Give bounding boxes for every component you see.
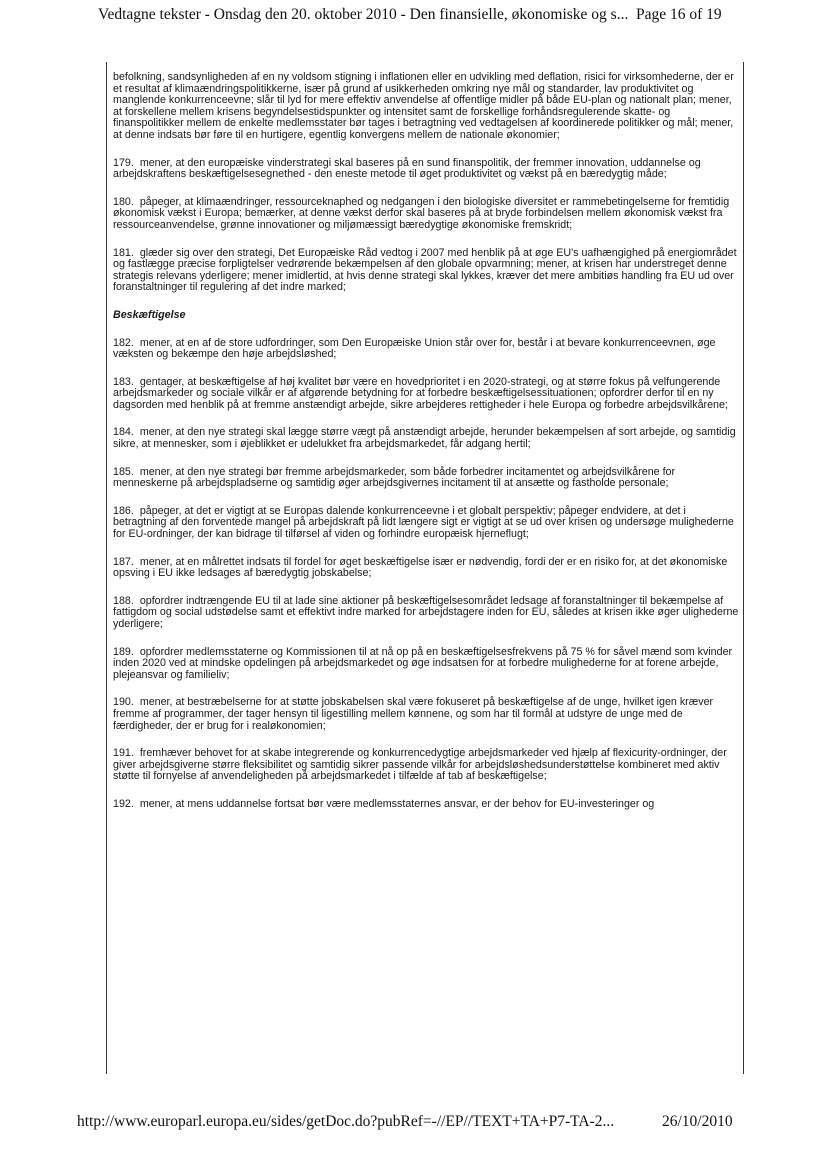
- paragraph-number: 188.: [113, 594, 134, 607]
- paragraph-number: 184.: [113, 426, 134, 439]
- paragraph-number: 190.: [113, 696, 134, 709]
- paragraph-number: 187.: [113, 555, 134, 568]
- paragraph-text: fremhæver behovet for at skabe integrerende og konkurrencedygtige arbejdsmarkeder ved hjælp af flexicurity-ordninger, der giver arbejdsgiverne større fleksibilitet og samtidig sikrer passende vilkår for arbejdsløshedsunderstøttelse kombineret med aktiv støtte til fornyelse af anvendeligheden på arbejdsmarkedet i tilfælde af tab af beskæftigelse;: [113, 747, 727, 783]
- numbered-paragraph: [113, 338, 739, 361]
- document-body: [106, 62, 744, 1074]
- paragraph-text: påpeger, at klimaændringer, ressourceknaphed og nedgangen i den biologiske diversitet er rammebetingelserne for fremtidig økonomisk vækst i Europa; bemærker, at denne vækst derfor skal baseres på at bryde forbindelsen mellem økonomisk vækst fra ressourceanvendelse, grønne innovationer og miljømæssigt bæredygtige økonomiske fremskridt;: [113, 195, 730, 231]
- numbered-paragraph: [113, 248, 739, 294]
- source-url[interactable]: http://www.europarl.europa.eu/sides/getDoc.do?pubRef=-//EP//TEXT+TA+P7-TA-2...: [77, 1113, 615, 1130]
- paragraph-number: 191.: [113, 747, 134, 760]
- paragraph-text: mener, at bestræbelserne for at støtte jobskabelsen skal være fokuseret på beskæftigelse af de unge, hvilket igen kræver fremme af programmer, der tager hensyn til ligestilling mellem kønnene, og som har til formål at udstyre de unge med de færdigheder, der er brug for i realøkonomien;: [113, 696, 714, 732]
- numbered-paragraph: [113, 427, 739, 450]
- paragraph-number: 182.: [113, 336, 134, 349]
- paragraph-text: påpeger, at det er vigtigt at se Europas dalende konkurrenceevne i et globalt perspektiv; påpeger endvidere, at det i betragtning af den forventede mangel på arbejdskraft på lidt længere sigt er vigtigt at se ud over krisen og undersøge mulighederne for EU-ordninger, der kan bidrage til tilførsel af viden og forhindre europæisk hjerneflugt;: [113, 504, 734, 541]
- paragraph-number: 179.: [113, 156, 134, 169]
- paragraph-number: 181.: [113, 246, 134, 259]
- paragraph-text: mener, at den europæiske vinderstrategi skal baseres på en sund finanspolitik, der fremmer innovation, uddannelse og arbejdskraftens beskæftigelsesegnethed - den eneste metode til øget produktivitet og vækst på en bæredygtig måde;: [113, 156, 701, 181]
- paragraph-text: mener, at den nye strategi skal lægge større vægt på anstændigt arbejde, herunder bekæmpelsen af sort arbejde, og samtidig sikre, at mennesker, som i øjeblikket er udelukket fra arbejdsmarkedet, får adgang hertil;: [113, 426, 736, 451]
- paragraph-text: gentager, at beskæftigelse af høj kvalitet bør være en hovedprioritet i en 2020-strategi, og at større fokus på velfungerende arbejdsmarkeder og sociale vilkår er af afgørende betydning for at forbedre beskæftigelsessituationen; opfordrer derfor til en ny dagsorden med henblik på at fremme anstændigt arbejde, sikre arbejderes rettigheder i hele Europa og forbedre arbejdsvilkårene;: [113, 375, 728, 411]
- paragraph-number: 183.: [113, 375, 134, 388]
- document-text: [113, 72, 739, 827]
- continued-paragraph: [113, 72, 739, 142]
- numbered-paragraph: [113, 557, 739, 580]
- numbered-paragraph: [113, 197, 739, 232]
- print-date: 26/10/2010: [662, 1113, 733, 1130]
- page-footer: [0, 1113, 825, 1137]
- document-title: Vedtagne tekster - Onsdag den 20. oktober 2010 - Den finansielle, økonomiske og s...: [98, 6, 629, 23]
- page-number: Page 16 of 19: [636, 6, 722, 23]
- numbered-paragraph: [113, 748, 739, 783]
- paragraph-number: 185.: [113, 465, 134, 478]
- numbered-paragraph: [113, 799, 739, 811]
- numbered-paragraph: [113, 506, 739, 541]
- page-header: [0, 6, 825, 32]
- paragraph-text: opfordrer indtrængende EU til at lade sine aktioner på beskæftigelsesområdet ledsage af foranstaltninger til bekæmpelse af fattigdom og social udstødelse samt et effektivt indre marked for arbejdstagere inden for EU, således at krisen ikke øger ulighederne yderligere;: [113, 594, 739, 630]
- numbered-paragraph: [113, 697, 739, 732]
- paragraph-number: 189.: [113, 645, 134, 658]
- numbered-paragraph: [113, 596, 739, 631]
- paragraph-text: glæder sig over den strategi, Det Europæiske Råd vedtog i 2007 med henblik på at øge EU's uafhængighed på energiområdet og fastlægge præcise forpligtelser vedrørende bekæmpelsen af den globale opvarmning; mener, at krisen har understreget denne strategis relevans yderligere; mener imidlertid, at hvis denne strategi skal lykkes, kræver det mere ambitiøs handling fra EU ud over foranstaltninger til regulering af det indre marked;: [113, 246, 737, 294]
- numbered-paragraph: [113, 158, 739, 181]
- paragraph-text: mener, at en målrettet indsats til fordel for øget beskæftigelse især er nødvendig, fordi der er en risiko for, at det økonomiske opsving i EU ikke ledsages af bæredygtig jobskabelse;: [113, 555, 728, 580]
- numbered-paragraph: [113, 467, 739, 490]
- paragraph-text: mener, at mens uddannelse fortsat bør være medlemsstaternes ansvar, er der behov for EU-investeringer og: [139, 797, 655, 810]
- paragraph-number: 192.: [113, 797, 134, 810]
- paragraph-text: befolkning, sandsynligheden af en ny voldsom stigning i inflationen eller en udvikling med deflation, risici for virksomhederne, der er et resultat af klimaændringspolitikkerne, især på grund af usikkerheden omkring nye mål og standarder, lav produktivitet og manglende konkurrenceevne; slår til lyd for mere effektiv anvendelse af offentlige midler på både EU-plan og nationalt plan; mener, at forskellene mellem krisens begyndelsestidspunkter og intensitet samt de forskellige forhåndsregulerende skatte- og finanspolitikker mellem de enkelte medlemsstater bør tages i betragtning ved vedtagelsen af koordinerede politikker og mål; mener, at denne indsats bør føre til en hurtigere, egentlig konvergens mellem de nationale økonomier;: [113, 71, 734, 141]
- paragraph-text: opfordrer medlemsstaterne og Kommissionen til at nå op på en beskæftigelsesfrekvens på 75 % for såvel mænd som kvinder inden 2020 ved at mindske opdelingen på arbejdsmarkedet og øge indsatsen for at forbedre mulighederne for at forene arbejde, plejeansvar og familieliv;: [113, 645, 733, 681]
- numbered-paragraph: [113, 377, 739, 412]
- paragraph-list-employment: [113, 338, 739, 811]
- paragraph-text: mener, at den nye strategi bør fremme arbejdsmarkeder, som både forbedrer incitamentet og arbejdsvilkårene for menneskerne på arbejdspladserne og samtidig øger arbejdsgivernes incitament til at ansætte og fastholde personale;: [113, 465, 676, 490]
- paragraph-number: 186.: [113, 504, 134, 517]
- paragraph-number: 180.: [113, 195, 134, 208]
- numbered-paragraph: [113, 647, 739, 682]
- paragraph-text: mener, at en af de store udfordringer, som Den Europæiske Union står over for, består i at bevare konkurrenceevnen, øge væksten og bekæmpe den høje arbejdsløshed;: [113, 336, 716, 361]
- paragraph-list-economy: [113, 158, 739, 294]
- section-heading-employment: Beskæftigelse: [113, 308, 186, 321]
